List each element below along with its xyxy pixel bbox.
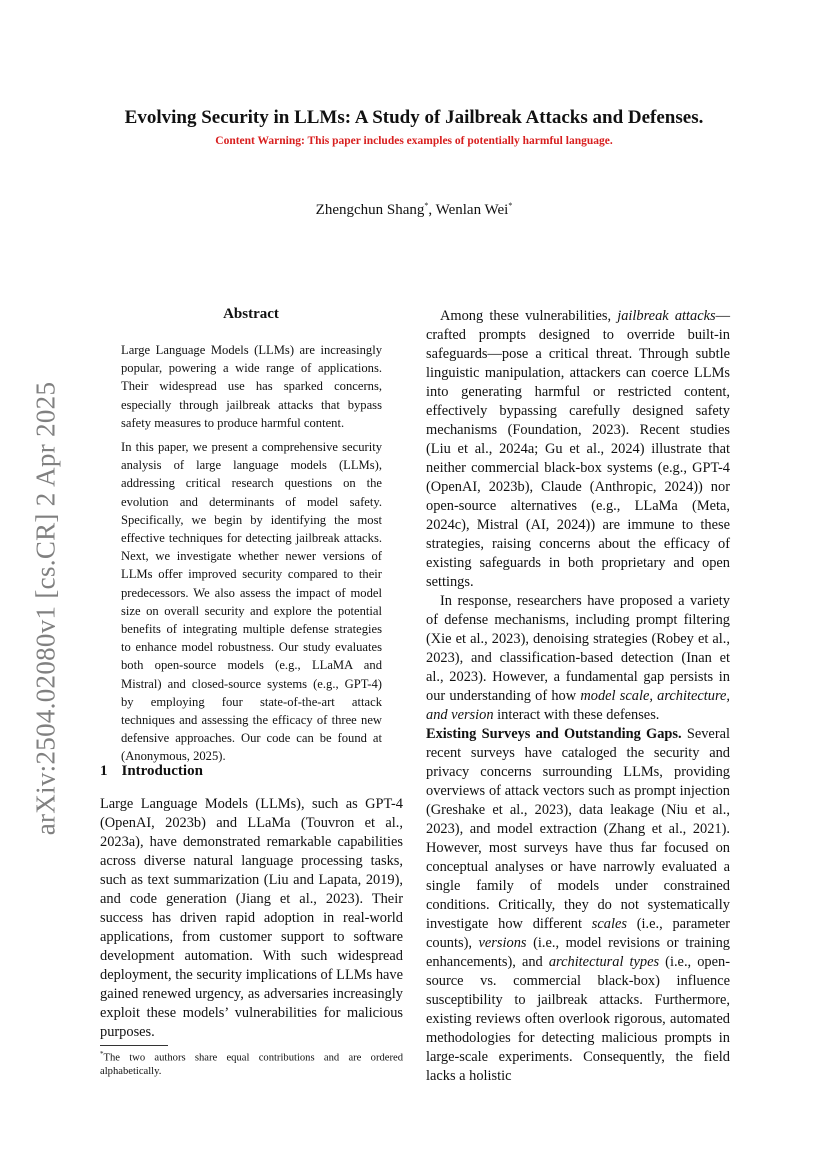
intro-paragraph: Large Language Models (LLMs), such as GPT-4 (OpenAI, 2023b) and LLaMa (Touvron et al., 2023a), have demonstrated remarkable capabilities across diverse natural language processing tasks, such as text summarization (Liu and Lapata, 2019), and code generation (Jiang et al., 2023). Their success has driven rapid adoption in real-world applications, from customer support to software development automation. With such widespread deployment, the security implications of LLMs have gained renewed urgency, as adversaries increasingly exploit these models’ vulnerabilities for malicious purposes. bbox=[100, 796, 403, 1040]
text-run: In response, researchers have proposed a variety of defense mechanisms, including prompt filtering (Xie et al., 2023), denoising strategies (Robey et al., 2023), and classification-based detection (Inan et al., 2023). However, a fundamental gap persists in our understanding of how bbox=[426, 593, 730, 704]
emphasis: scales bbox=[591, 916, 627, 932]
text-run: Among these vulnerabilities, bbox=[440, 308, 618, 324]
abstract-paragraph: Large Language Models (LLMs) are increasingly popular, powering a wide range of applications. Their widespread use has sparked concerns, especially through jailbreak attacks that bypass safety measures to produce harmful content. bbox=[121, 343, 382, 430]
body-paragraph bbox=[426, 592, 730, 725]
author-name: Zhengchun Shang bbox=[315, 202, 425, 218]
arxiv-stamp bbox=[20, 368, 72, 848]
section-number: 1 bbox=[100, 763, 108, 779]
abstract-heading: Abstract bbox=[223, 306, 279, 322]
author-list bbox=[0, 201, 828, 219]
emphasis: jailbreak attacks bbox=[617, 308, 716, 324]
text-run: —crafted prompts designed to override built-in safeguards—pose a critical threat. Through subtle linguistic manipulation, attackers can coerce LLMs into generating harmful or restricted content, effectively bypassing carefully designed safety mechanisms (Foundation, 2023). Recent studies (Liu et al., 2024a; Gu et al., 2024) illustrate that neither commercial black-box systems (e.g., GPT-4 (OpenAI, 2023b), Claude (Anthropic, 2024)) nor open-source alternatives (e.g., LLaMa (Meta, 2024c), Mistral (AI, 2024)) are immune to these strategies, raising concerns about the efficacy of existing safeguards in both proprietary and open settings. bbox=[426, 308, 730, 590]
abstract-body bbox=[121, 341, 382, 772]
paper-title: Evolving Security in LLMs: A Study of Jailbreak Attacks and Defenses. bbox=[124, 107, 704, 128]
footnote bbox=[100, 1048, 403, 1079]
body-paragraph bbox=[426, 307, 730, 592]
abstract-paragraph: In this paper, we present a comprehensive security analysis of large language models (LLMs), addressing critical research questions on the evolution and determinants of model safety. Specifically, we begin by identifying the most effective techniques for detecting jailbreak attacks. Next, we investigate whether newer versions of LLMs offer improved security compared to their predecessors. We also assess the impact of model size on overall security and explore the potential benefits of integrating multiple defense strategies to enhance model robustness. Our study evaluates both open-source models (e.g., LLaMA and Mistral) and closed-source systems (e.g., GPT-4) by employing four state-of-the-art attack techniques and assessing the efficacy of three new defensive approaches. Our code can be found at (Anonymous, 2025). bbox=[121, 440, 382, 764]
body-paragraph bbox=[426, 725, 730, 1086]
footnote-mark: * bbox=[100, 1050, 104, 1058]
footnote-rule bbox=[100, 1045, 168, 1046]
emphasis: model scale, architecture, and version bbox=[426, 688, 731, 723]
author-separator: , bbox=[428, 202, 436, 218]
emphasis: architectural types bbox=[548, 954, 660, 970]
text-run: Several recent surveys have cataloged the security and privacy concerns surrounding LLMs, providing overviews of attack vectors such as prompt injection (Greshake et al., 2023), data leakage (Niu et al., 2023), and model extraction (Zhang et al., 2021). However, most surveys have thus far focused on conceptual analyses or have narrowly evaluated a single family of models under constrained conditions. Critically, they do not systematically investigate how different bbox=[426, 726, 730, 932]
text-run: interact with these defenses. bbox=[493, 707, 660, 723]
arxiv-stamp-text: arXiv:2504.02080v1 [cs.CR] 2 Apr 2025 bbox=[30, 381, 61, 835]
text-run: (i.e., model revisions or training enhancements), and bbox=[426, 935, 730, 970]
footnote-text: The two authors share equal contributions and are ordered alphabetically. bbox=[100, 1052, 403, 1078]
author-name: Wenlan Wei bbox=[435, 202, 509, 218]
content-warning: Content Warning: This paper includes examples of potentially harmful language. bbox=[215, 135, 613, 147]
paragraph-heading: Existing Surveys and Outstanding Gaps. bbox=[426, 726, 682, 742]
text-run: (i.e., open-source vs. commercial black-box) influence susceptibility to jailbreak attacks. Furthermore, existing reviews often overlook rigorous, automated methodologies for detecting malicious prompts in large-scale experiments. Consequently, the field lacks a holistic bbox=[426, 954, 730, 1084]
text-run: (i.e., parameter counts), bbox=[426, 916, 730, 951]
emphasis: versions bbox=[478, 935, 527, 951]
right-column bbox=[426, 307, 730, 1086]
author-mark: * bbox=[424, 201, 429, 210]
introduction-body bbox=[100, 795, 403, 1042]
section-title: Introduction bbox=[121, 763, 203, 779]
section-heading-introduction bbox=[100, 763, 203, 780]
author-mark: * bbox=[508, 201, 513, 210]
